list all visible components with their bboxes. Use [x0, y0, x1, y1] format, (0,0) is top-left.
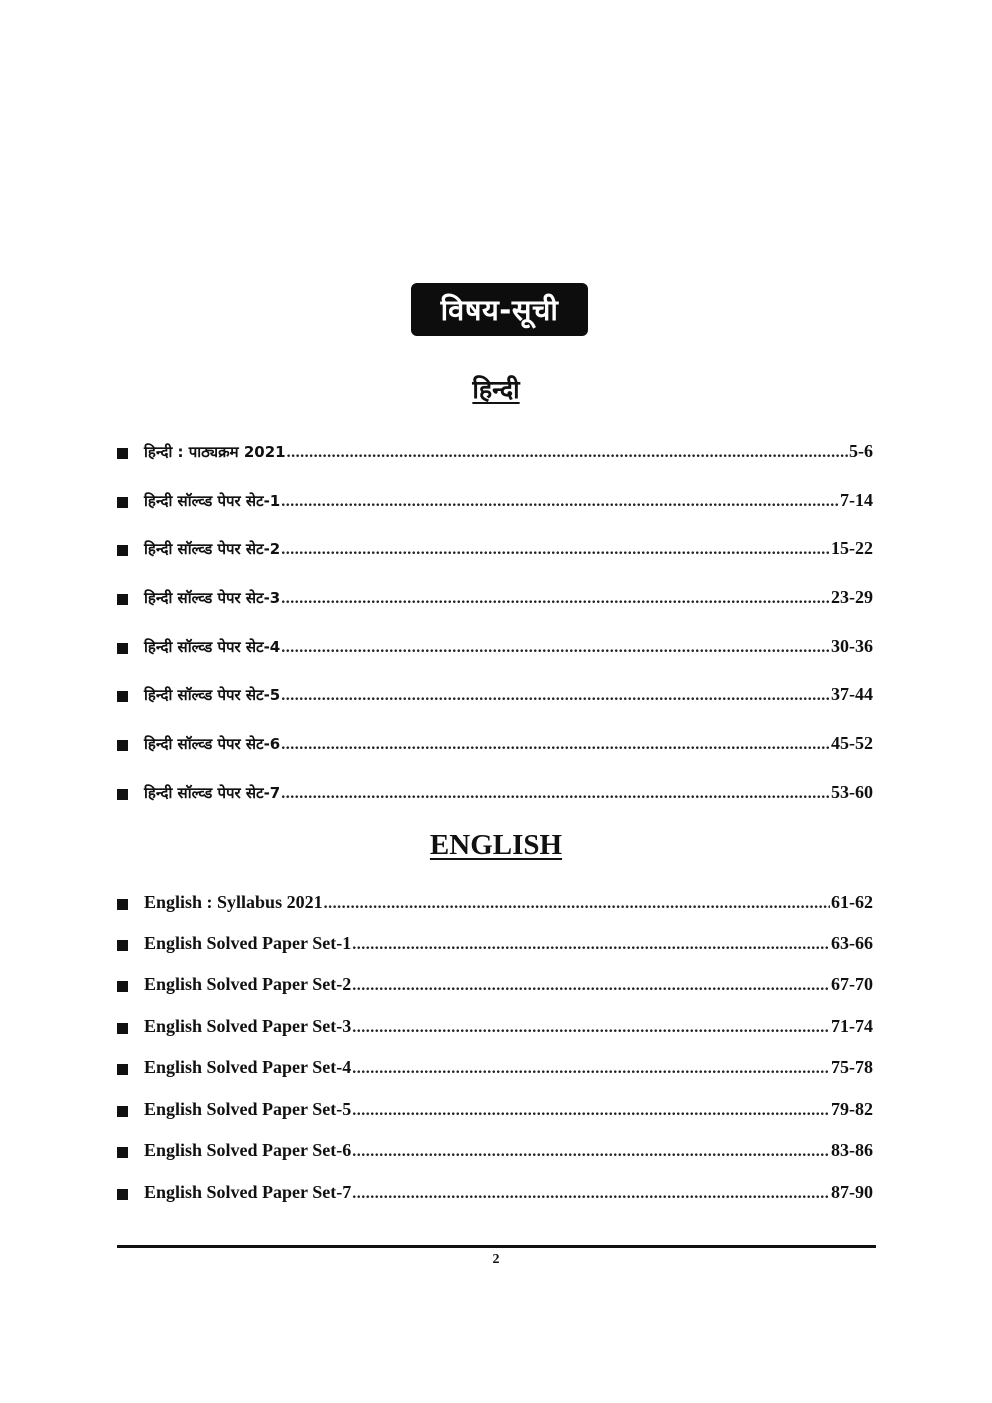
toc-item-pages: 37-44 — [831, 684, 873, 704]
toc-item-label: English Solved Paper Set-5 — [144, 1099, 352, 1119]
toc-item[interactable] — [117, 1140, 873, 1164]
toc-item[interactable] — [117, 684, 873, 708]
toc-item[interactable] — [117, 892, 873, 916]
toc-item-label: हिन्दी सॉल्व्ड पेपर सेट-5 — [144, 686, 281, 704]
toc-item-pages: 67-70 — [831, 974, 873, 994]
toc-item[interactable] — [117, 490, 873, 514]
toc-item-label: हिन्दी सॉल्व्ड पेपर सेट-2 — [144, 540, 281, 558]
toc-item-label: English : Syllabus 2021 — [144, 892, 323, 912]
toc-item-pages: 7-14 — [840, 490, 873, 510]
toc-item-pages: 75-78 — [831, 1057, 873, 1077]
toc-item-pages: 53-60 — [831, 782, 873, 802]
dot-leader — [352, 1143, 830, 1161]
toc-item-label: English Solved Paper Set-4 — [144, 1057, 352, 1077]
toc-item[interactable] — [117, 587, 873, 611]
toc-item-label: हिन्दी सॉल्व्ड पेपर सेट-1 — [144, 492, 281, 510]
toc-item-pages: 45-52 — [831, 733, 873, 753]
toc-item[interactable] — [117, 1182, 873, 1206]
dot-leader — [281, 541, 830, 559]
toc-item-label: English Solved Paper Set-1 — [144, 933, 352, 953]
toc-item[interactable] — [117, 974, 873, 998]
dot-leader — [281, 736, 830, 754]
dot-leader — [281, 687, 830, 705]
square-bullet-icon — [117, 940, 128, 951]
square-bullet-icon — [117, 899, 128, 910]
square-bullet-icon — [117, 789, 128, 800]
toc-item-pages: 63-66 — [831, 933, 873, 953]
square-bullet-icon — [117, 1106, 128, 1117]
dot-leader — [352, 1185, 830, 1203]
dot-leader — [352, 1019, 830, 1037]
dot-leader — [352, 1060, 830, 1078]
square-bullet-icon — [117, 545, 128, 556]
toc-item-label: English Solved Paper Set-3 — [144, 1016, 352, 1036]
dot-leader — [281, 493, 839, 511]
square-bullet-icon — [117, 740, 128, 751]
square-bullet-icon — [117, 981, 128, 992]
dot-leader — [352, 1102, 830, 1120]
toc-item[interactable] — [117, 782, 873, 806]
section-heading-hindi: हिन्दी — [472, 375, 520, 404]
toc-item[interactable] — [117, 1016, 873, 1040]
dot-leader — [324, 895, 830, 913]
dot-leader — [281, 785, 830, 803]
page-number: 2 — [492, 1252, 500, 1267]
square-bullet-icon — [117, 1023, 128, 1034]
toc-item-label: हिन्दी : पाठ्यक्रम 2021 — [144, 443, 286, 461]
footer-divider — [117, 1245, 876, 1248]
toc-item[interactable] — [117, 1057, 873, 1081]
toc-item-pages: 61-62 — [831, 892, 873, 912]
toc-item-label: English Solved Paper Set-6 — [144, 1140, 352, 1160]
toc-item-label: English Solved Paper Set-2 — [144, 974, 352, 994]
toc-item[interactable] — [117, 1099, 873, 1123]
toc-item[interactable] — [117, 933, 873, 957]
square-bullet-icon — [117, 643, 128, 654]
dot-leader — [352, 936, 830, 954]
square-bullet-icon — [117, 497, 128, 508]
toc-item-pages: 5-6 — [849, 441, 873, 461]
toc-item-pages: 23-29 — [831, 587, 873, 607]
page-title: विषय-सूची — [411, 283, 588, 336]
toc-item-pages: 71-74 — [831, 1016, 873, 1036]
toc-item-label: हिन्दी सॉल्व्ड पेपर सेट-7 — [144, 784, 281, 802]
dot-leader — [281, 590, 830, 608]
dot-leader — [281, 639, 830, 657]
dot-leader — [352, 977, 830, 995]
toc-item-pages: 79-82 — [831, 1099, 873, 1119]
square-bullet-icon — [117, 691, 128, 702]
square-bullet-icon — [117, 448, 128, 459]
dot-leader — [287, 444, 848, 462]
square-bullet-icon — [117, 1147, 128, 1158]
toc-item[interactable] — [117, 441, 873, 465]
toc-item[interactable] — [117, 636, 873, 660]
square-bullet-icon — [117, 1189, 128, 1200]
square-bullet-icon — [117, 1064, 128, 1075]
toc-item-label: English Solved Paper Set-7 — [144, 1182, 352, 1202]
toc-item-pages: 87-90 — [831, 1182, 873, 1202]
toc-item-label: हिन्दी सॉल्व्ड पेपर सेट-3 — [144, 589, 281, 607]
square-bullet-icon — [117, 594, 128, 605]
toc-item-label: हिन्दी सॉल्व्ड पेपर सेट-6 — [144, 735, 281, 753]
toc-item[interactable] — [117, 538, 873, 562]
section-heading-english: ENGLISH — [429, 829, 563, 861]
toc-item-pages: 30-36 — [831, 636, 873, 656]
toc-item-pages: 83-86 — [831, 1140, 873, 1160]
toc-item-pages: 15-22 — [831, 538, 873, 558]
toc-item[interactable] — [117, 733, 873, 757]
toc-item-label: हिन्दी सॉल्व्ड पेपर सेट-4 — [144, 638, 281, 656]
